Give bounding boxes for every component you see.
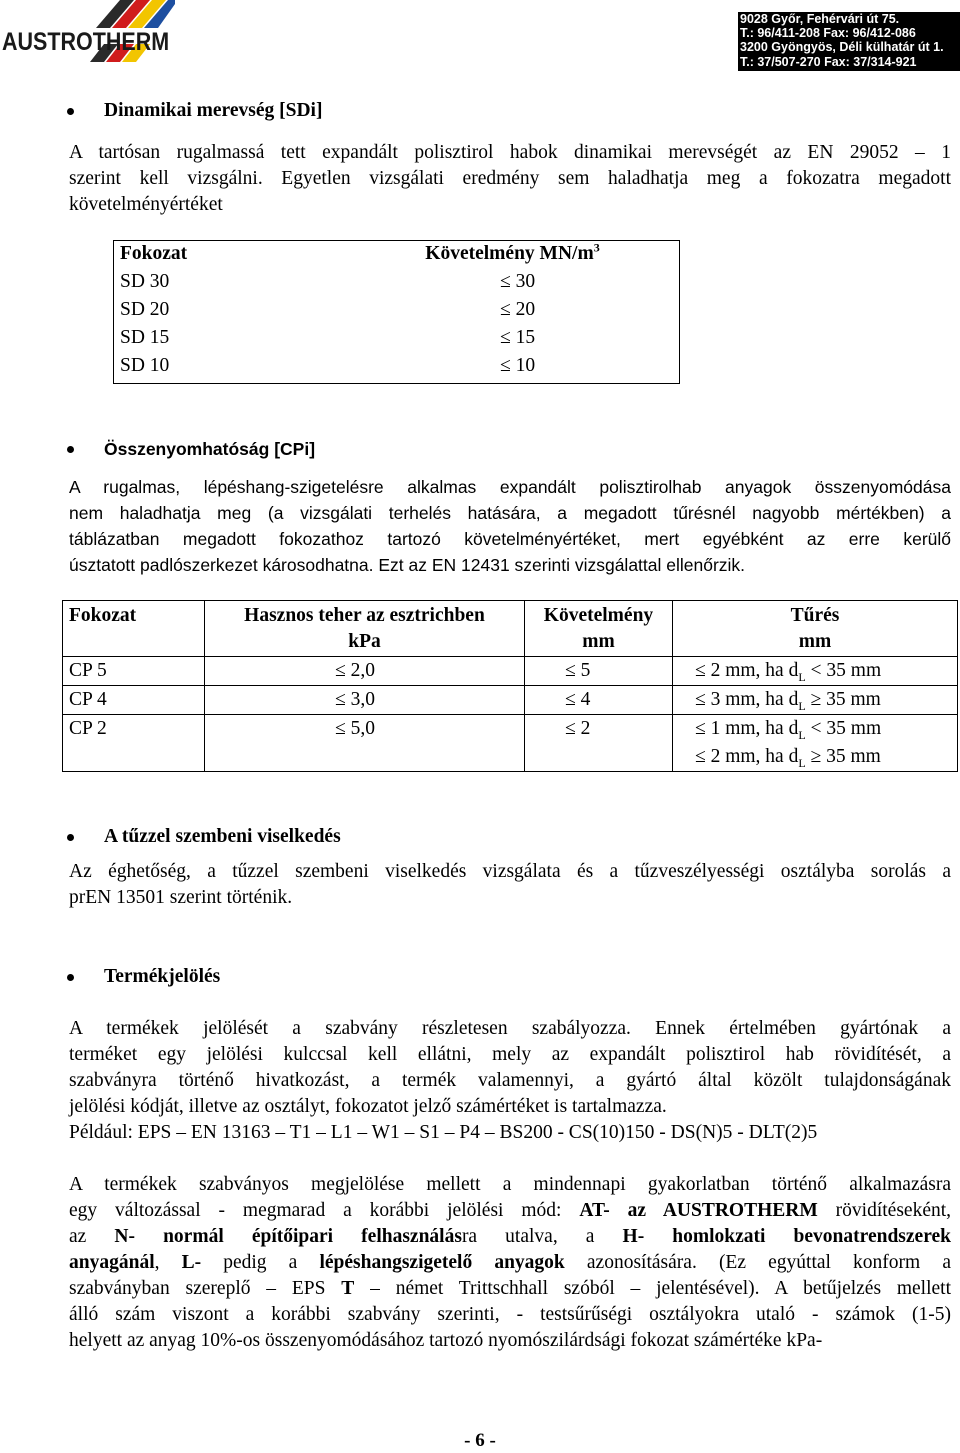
section-title: A tűzzel szembeni viselkedés: [104, 826, 341, 847]
value-cell: ≤ 30: [500, 271, 536, 292]
bold-run: anyagánál: [69, 1252, 155, 1273]
text-line: A termékek jelölését a szabvány részletesen szabályozza. Ennek értelmében gyártónak a: [69, 1018, 951, 1039]
requirement-cell: ≤ 2: [525, 715, 673, 772]
text-line: követelményértéket: [69, 194, 223, 215]
load-cell: ≤ 3,0: [205, 686, 525, 715]
requirement-cell: ≤ 4: [525, 686, 673, 715]
section-heading-marking: [67, 966, 220, 988]
address-line: T.: 96/411-208 Fax: 96/412-086: [740, 26, 916, 41]
value-cell: ≤ 15: [500, 327, 536, 348]
logo-wordmark: AUSTROTHERM: [2, 28, 170, 56]
table-row: [120, 327, 675, 355]
text-line: A rugalmas, lépéshang-szigetelésre alkalmas expandált polisztirolhab anyagok összenyomódása: [69, 477, 951, 497]
column-header: [63, 601, 205, 657]
table-header-row: [120, 240, 675, 271]
text-run: ra utalva, a: [461, 1226, 623, 1247]
header-text: Tűrés: [790, 605, 840, 626]
tolerance-text: ≥ 35 mm: [805, 689, 881, 710]
tolerance-text: < 35 mm: [805, 718, 882, 739]
bullet-icon: [67, 108, 74, 115]
header-text: Követelmény MN/m: [425, 243, 594, 264]
tolerance-text: ≤ 2 mm, ha d: [695, 746, 799, 767]
value-cell: ≤ 10: [500, 355, 536, 376]
text-run: pedig a: [201, 1252, 320, 1273]
grade-cell: SD 15: [120, 327, 170, 348]
text-line: A termékek szabványos megjelölése mellett a mindennapi gyakorlatban történő alkalmazásra: [69, 1174, 951, 1195]
text-line: prEN 13501 szerint történik.: [69, 887, 293, 908]
subscript: L: [798, 755, 806, 770]
bold-run: AT- az AUSTROTHERM: [579, 1200, 818, 1221]
text-run: – német Trittschhall szóból – jelentésével). A betűjelzés mellett: [354, 1278, 952, 1299]
table-header-row: [63, 601, 958, 657]
bullet-icon: [67, 446, 74, 453]
column-header: Fokozat: [120, 243, 188, 264]
tolerance-text: < 35 mm: [805, 660, 882, 681]
grade-cell: SD 30: [120, 271, 170, 292]
text-run: ,: [154, 1252, 182, 1273]
tolerance-text: ≤ 1 mm, ha d: [695, 718, 799, 739]
subscript: L: [798, 727, 806, 742]
section-heading-sdi: [67, 100, 322, 122]
text-line: szerint kell vizsgálni. Egyetlen vizsgálati eredmény sem haladhatja meg a fokozatra megadott: [69, 168, 951, 189]
section-heading-cpi: [67, 439, 315, 460]
load-cell: ≤ 5,0: [205, 715, 525, 772]
text-run: egy változással - megmarad a korábbi jelölési mód:: [69, 1200, 580, 1221]
header-text: Követelmény: [543, 605, 654, 626]
superscript: 3: [593, 240, 600, 255]
grade-cell: CP 4: [63, 686, 205, 715]
text-line: úsztatott padlószerkezet károsodhatna. Ezt az EN 12431 szerinti vizsgálattal ellenőrzik.: [69, 555, 746, 575]
section-title: Dinamikai merevség [SDi]: [104, 100, 323, 121]
table-row: [120, 271, 675, 299]
text-line: álló szám viszont a korábbi szabvány szerinti, - testsűrűségi osztályokra utaló - számok (1-5): [69, 1304, 951, 1325]
requirement-cell: ≤ 5: [525, 657, 673, 686]
grade-cell: CP 5: [63, 657, 205, 686]
text-line: A tartósan rugalmassá tett expandált polisztirol habok dinamikai merevségét az EN 29052 – 1: [69, 142, 951, 163]
value-cell: ≤ 20: [500, 299, 536, 320]
table-row: [120, 355, 675, 383]
header-unit: kPa: [348, 631, 381, 652]
bullet-icon: [67, 834, 74, 841]
text-line: [69, 1250, 951, 1276]
address-line: 9028 Győr, Fehérvári út 75.: [740, 12, 900, 26]
page-number: - 6 -: [464, 1430, 496, 1451]
tolerance-cell: [673, 686, 958, 715]
column-header: [350, 240, 675, 271]
cp-grade-table: [62, 600, 958, 772]
tolerance-text: ≤ 2 mm, ha d: [695, 660, 799, 681]
tolerance-text: ≤ 3 mm, ha d: [695, 689, 799, 710]
section-text-cpi: [69, 474, 951, 578]
column-header: [205, 601, 525, 657]
header-unit: mm: [582, 631, 615, 652]
text-line: jelölési kódját, illetve az osztályt, fokozatot jelző számértéket is tartalmazza.: [69, 1096, 667, 1117]
tolerance-cell: [673, 657, 958, 686]
bold-run: lépéshangszigetelő anyagok: [319, 1252, 565, 1273]
bold-run: L-: [181, 1252, 202, 1273]
section-title: Termékjelölés: [104, 966, 221, 987]
spacer: [69, 1146, 951, 1172]
table-row: [120, 299, 675, 327]
header-unit: mm: [798, 631, 832, 652]
text-line: [69, 1224, 951, 1250]
text-line: terméket egy jelölési kulccsal kell ellátni, mely az expandált polisztirol hab rövidítését, a: [69, 1044, 951, 1065]
subscript: L: [798, 669, 806, 684]
section-heading-fire: [67, 826, 341, 848]
company-address: [738, 12, 960, 71]
column-header: [525, 601, 673, 657]
grade-cell: CP 2: [63, 715, 205, 772]
text-run: rövidítéseként,: [817, 1200, 952, 1221]
bold-run: T: [341, 1278, 355, 1299]
text-line: [69, 1198, 951, 1224]
header-text: Fokozat: [69, 605, 137, 626]
text-run: szabványban szereplő – EPS: [69, 1278, 342, 1299]
table-row: [63, 715, 958, 772]
text-line: nem haladhatja meg (a vizsgálati terhelés hatására, a megadott tűrésnél nagyobb mértékben) a: [69, 503, 951, 523]
table-row: [63, 686, 958, 715]
column-header: [673, 601, 958, 657]
section-text-fire: [69, 859, 951, 911]
text-line: Az éghetőség, a tűzzel szembeni viselkedés vizsgálata és a tűzveszélyességi osztályba sorolás a: [69, 861, 951, 882]
text-run: az: [69, 1226, 115, 1247]
grade-cell: SD 20: [120, 299, 170, 320]
address-line: 3200 Gyöngyös, Déli külhatár út 1.: [740, 40, 944, 55]
header-text: Hasznos teher az esztrichben: [244, 605, 485, 626]
example-code: Például: EPS – EN 13163 – T1 – L1 – W1 – S1 – P4 – BS200 - CS(10)150 - DS(N)5 - DLT(2)5: [69, 1122, 818, 1143]
text-line: helyett az anyag 10%-os összenyomódásához tartozó nyomószilárdsági fokozat számértéke kPa-: [69, 1330, 823, 1351]
section-title: Összenyomhatóság [CPi]: [104, 439, 316, 459]
address-line: T.: 37/507-270 Fax: 37/314-921: [740, 54, 917, 69]
text-line: szabványra történő hivatkozást, a termék valamennyi, a gyártó által közölt tulajdonságának: [69, 1070, 951, 1091]
section-text-marking: [69, 1016, 951, 1354]
bold-run: N- normál építőipari felhasználás: [114, 1226, 462, 1247]
text-line: [69, 1276, 951, 1302]
subscript: L: [798, 698, 806, 713]
sd-grade-table: [113, 240, 680, 384]
bullet-icon: [67, 974, 74, 981]
table-row: [63, 657, 958, 686]
load-cell: ≤ 2,0: [205, 657, 525, 686]
tolerance-cell: [673, 715, 958, 772]
tolerance-text: ≥ 35 mm: [805, 746, 881, 767]
bold-run: H- homlokzati bevonatrendszerek: [622, 1226, 951, 1247]
grade-cell: SD 10: [120, 355, 170, 376]
section-text-sdi: [69, 140, 951, 218]
text-line: táblázatban megadott fokozathoz tartozó követelményértéket, mert egyébként az erre kerülő: [69, 529, 951, 549]
text-run: azonosítására. (Ez egyúttal konform a: [564, 1252, 951, 1273]
